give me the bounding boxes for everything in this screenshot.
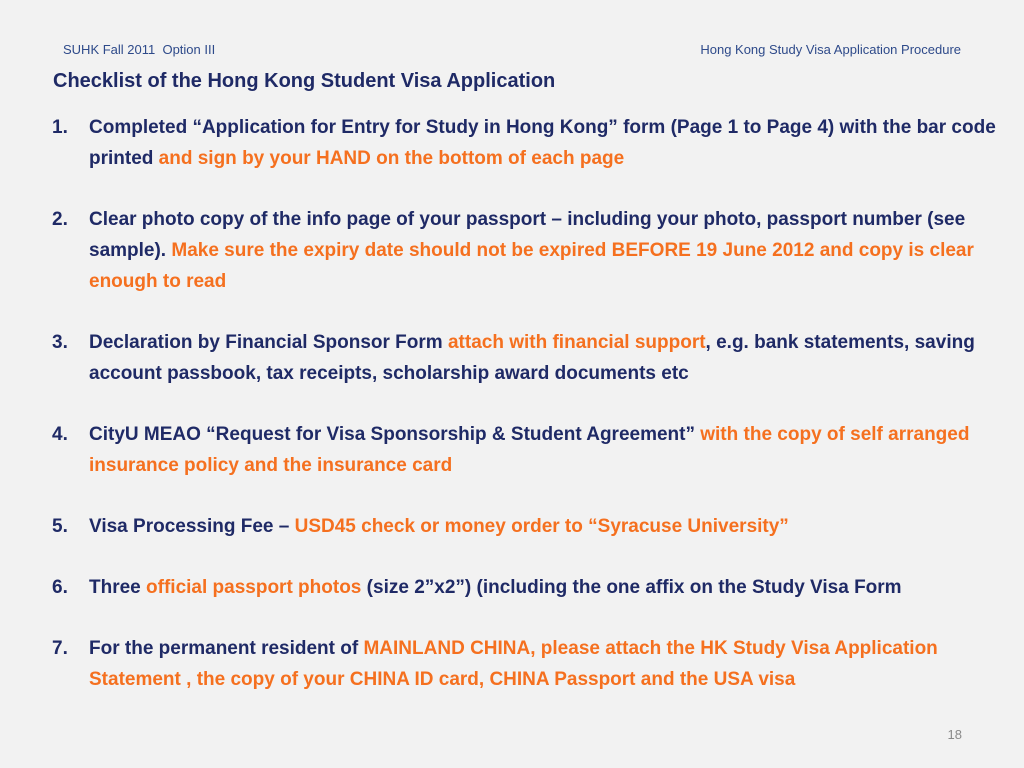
header-topic-label: Hong Kong Study Visa Application Procedure (700, 42, 961, 57)
checklist-item-6 (52, 572, 1002, 603)
item-number: 1. (52, 117, 68, 138)
checklist (52, 112, 1002, 725)
item-text: (size 2”x2”) (including the one affix on the Study Visa Form (361, 577, 902, 598)
item-text: Clear photo copy of the info page of your passport – including your photo, passport number (see sample). (89, 209, 966, 261)
item-highlight: Make sure the expiry date should not be expired BEFORE 19 June 2012 and copy is clear enough to read (89, 240, 974, 292)
checklist-item-1 (52, 112, 1002, 174)
item-number: 5. (52, 516, 68, 537)
item-text: Completed “Application for Entry for Study in Hong Kong” form (Page 1 to Page 4) with the bar code printed (89, 117, 996, 169)
item-text: For the permanent resident of (89, 638, 364, 659)
item-number: 3. (52, 332, 68, 353)
item-highlight: USD45 check or money order to “Syracuse University” (294, 516, 789, 537)
item-text: , e.g. bank statements, saving account passbook, tax receipts, scholarship award documents etc (89, 332, 975, 384)
checklist-item-2 (52, 204, 1002, 297)
item-text: CityU MEAO “Request for Visa Sponsorship & Student Agreement” (89, 424, 701, 445)
item-number: 2. (52, 209, 68, 230)
item-highlight: official passport photos (146, 577, 362, 598)
checklist-item-7 (52, 633, 1002, 695)
item-highlight: attach with financial support (447, 332, 706, 353)
checklist-item-5 (52, 511, 1002, 542)
item-text: Visa Processing Fee – (89, 516, 295, 537)
page-number: 18 (947, 727, 962, 742)
item-text: Declaration by Financial Sponsor Form (89, 332, 448, 353)
checklist-item-4 (52, 419, 1002, 481)
item-highlight: and sign by your HAND on the bottom of each page (158, 148, 625, 169)
item-text: Three (89, 577, 147, 598)
item-highlight: with the copy of self arranged insurance policy and the insurance card (89, 424, 970, 476)
item-number: 4. (52, 424, 68, 445)
item-highlight: MAINLAND CHINA, please attach the HK Study Visa Application Statement , the copy of your CHINA ID card, CHINA Passport and the USA visa (89, 638, 938, 690)
header-course-label: SUHK Fall 2011 Option III (63, 42, 216, 57)
slide-title: Checklist of the Hong Kong Student Visa Application (53, 70, 556, 92)
item-number: 7. (52, 638, 68, 659)
item-number: 6. (52, 577, 68, 598)
checklist-item-3 (52, 327, 1002, 389)
